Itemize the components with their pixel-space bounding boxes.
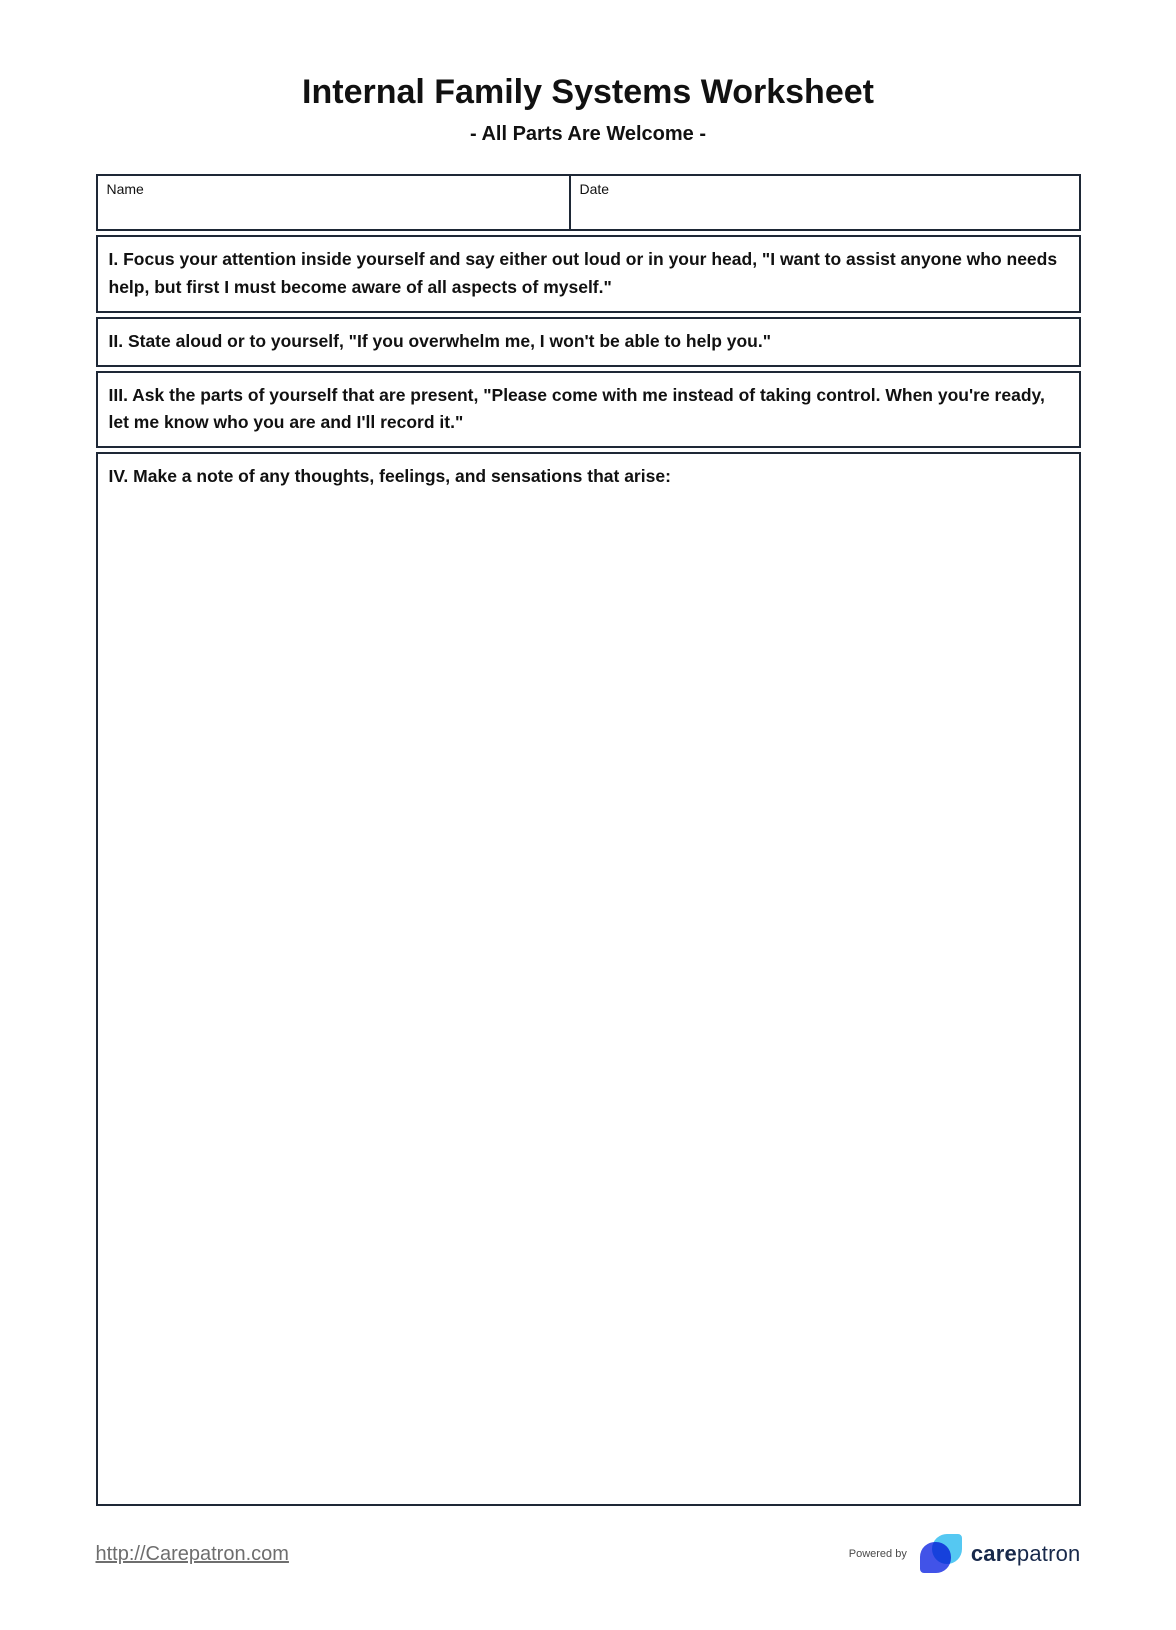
section-2-box bbox=[96, 317, 1081, 367]
page-footer bbox=[96, 1532, 1081, 1576]
name-label: Name bbox=[106, 181, 144, 198]
powered-by-label: Powered by bbox=[848, 1548, 907, 1561]
name-date-row bbox=[96, 174, 1081, 231]
name-field[interactable] bbox=[98, 176, 571, 229]
page-title: Internal Family Systems Worksheet bbox=[302, 73, 874, 111]
date-label: Date bbox=[579, 181, 610, 198]
name-input-area[interactable] bbox=[107, 197, 560, 221]
carepatron-logo-icon bbox=[917, 1532, 965, 1576]
section-1-instruction: I. Focus your attention inside yourself and say either out loud or in your head, "I want to assist anyone who needs help, but first I must become aware of all aspects of myself." bbox=[108, 249, 1058, 297]
date-input-area[interactable] bbox=[580, 197, 1070, 221]
carepatron-link[interactable]: http://Carepatron.com bbox=[95, 1542, 289, 1565]
section-3-instruction: III. Ask the parts of yourself that are present, "Please come with me instead of taking control. When you're ready, let me know who you are and I'll record it." bbox=[108, 384, 1045, 432]
carepatron-wordmark bbox=[971, 1541, 1081, 1567]
section-2-instruction: II. State aloud or to yourself, "If you overwhelm me, I won't be able to help you." bbox=[108, 330, 772, 351]
notes-writing-area[interactable] bbox=[98, 500, 1079, 1460]
section-3-box bbox=[96, 371, 1081, 448]
date-field[interactable] bbox=[571, 176, 1079, 229]
worksheet-body bbox=[96, 174, 1081, 1506]
section-1-box bbox=[96, 235, 1081, 312]
brand-patron: patron bbox=[1016, 1541, 1081, 1567]
powered-by-group bbox=[849, 1532, 1081, 1576]
section-4-box bbox=[96, 452, 1081, 1506]
page-subtitle: - All Parts Are Welcome - bbox=[470, 123, 706, 146]
section-4-instruction: IV. Make a note of any thoughts, feelings, and sensations that arise: bbox=[108, 466, 671, 487]
brand-care: care bbox=[970, 1541, 1017, 1567]
